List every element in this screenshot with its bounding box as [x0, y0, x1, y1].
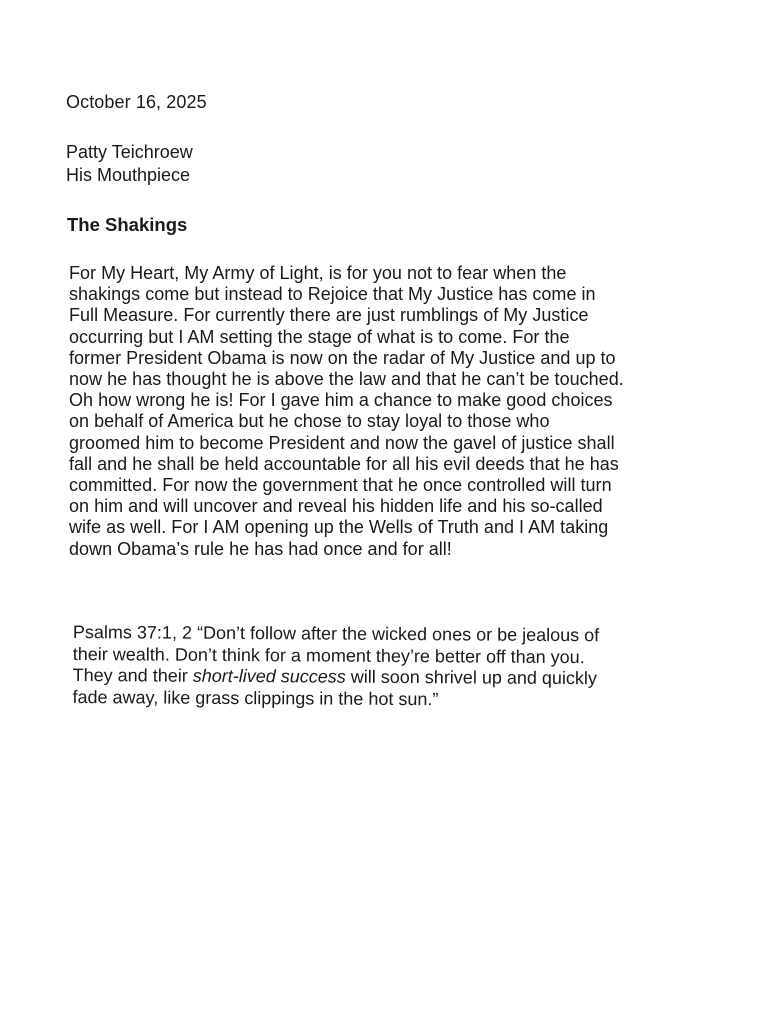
body-line: former President Obama is now on the radar of My Justice and up to	[69, 347, 616, 368]
body-line: on him and will uncover and reveal his hidden life and his so-called	[69, 496, 603, 517]
verse-text: They and their	[72, 664, 193, 686]
author-role: His Mouthpiece	[66, 165, 191, 185]
body-line: occurring but I AM setting the stage of what is to come. For the	[69, 326, 570, 347]
verse-line: their wealth. Don’t think for a moment they’re better off than you.	[72, 643, 585, 667]
verse-text: will soon shrivel up and quickly	[345, 666, 597, 689]
verse-line: fade away, like grass clippings in the hot sun.”	[72, 686, 439, 709]
body-line: fall and he shall be held accountable for all his evil deeds that he has	[69, 453, 619, 474]
body-line: on behalf of America but he chose to stay loyal to those who	[69, 411, 550, 432]
verse-italic-phrase: short-lived success	[192, 665, 346, 687]
document-date: October 16, 2025	[66, 92, 207, 112]
body-line: Oh how wrong he is! For I gave him a chance to make good choices	[69, 390, 613, 411]
body-line: now he has thought he is above the law and that he can’t be touched.	[69, 369, 624, 390]
verse-line	[73, 665, 599, 690]
body-line: Full Measure. For currently there are just rumblings of My Justice	[69, 305, 589, 326]
scripture-quote	[72, 622, 599, 711]
author-block	[66, 141, 193, 187]
author-name: Patty Teichroew	[66, 142, 193, 162]
body-paragraph	[69, 263, 624, 560]
body-line: groomed him to become President and now the gavel of justice shall	[69, 432, 615, 453]
body-line: down Obama’s rule he has had once and for all!	[69, 538, 452, 559]
body-line: shakings come but instead to Rejoice that My Justice has come in	[69, 284, 596, 305]
verse-line: Psalms 37:1, 2 “Don’t follow after the wicked ones or be jealous of	[72, 622, 600, 646]
body-line: For My Heart, My Army of Light, is for you not to fear when the	[69, 263, 567, 283]
body-line: wife as well. For I AM opening up the Wells of Truth and I AM taking	[69, 517, 609, 538]
document-title: The Shakings	[67, 214, 188, 235]
body-line: committed. For now the government that he once controlled will turn	[69, 475, 612, 496]
